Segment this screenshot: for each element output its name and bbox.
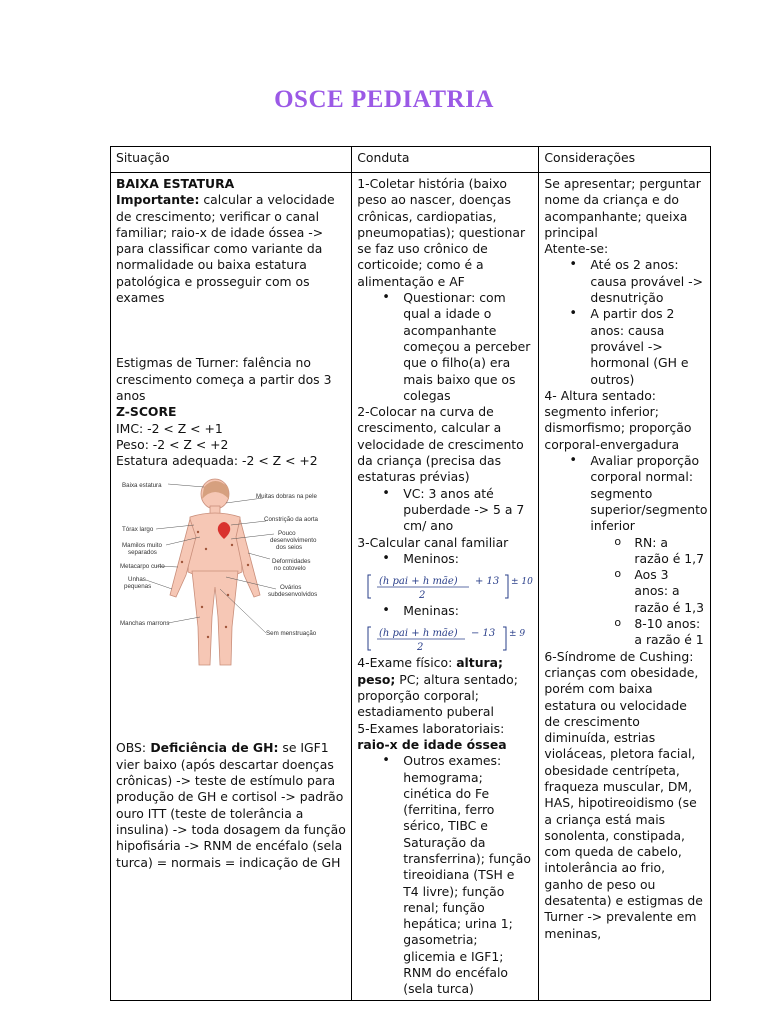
situacao-cell [111, 173, 352, 1001]
label-ovarios-1: Ovários [280, 584, 302, 592]
meninas-label: Meninas: [403, 603, 459, 619]
atente-list [544, 257, 705, 387]
label-pouco-1: Pouco [278, 530, 296, 538]
step4-prefix: 4-Exame físico: [357, 655, 457, 671]
label-metacarpo: Metacarpo curto [120, 563, 165, 571]
avaliar-text: Avaliar proporção corporal normal: segmento superior/segmento inferior [590, 453, 708, 534]
step5-bold: raio-x de idade óssea [357, 736, 507, 752]
step4-rest: PC; altura sentado; proporção corporal; estadiamento puberal [357, 671, 518, 720]
label-cotovelo-1: Deformidades [272, 558, 311, 566]
svg-text:± 10: ± 10 [511, 577, 534, 588]
razao-sublist [590, 535, 705, 649]
list-item: o Aos 3 anos: a razão é 1,3 [634, 567, 705, 616]
conduta-step-5 [357, 721, 533, 754]
conduta-step-1-list [357, 290, 533, 404]
list-item: • A partir dos 2 anos: causa provável -> hormonal (GH e outros) [590, 306, 705, 387]
list-item: o RN: a razão é 1,7 [634, 535, 705, 568]
meninos-label: Meninos: [403, 550, 459, 566]
label-torax: Tórax largo [122, 526, 154, 534]
conduta-step-3-list-girls [357, 603, 533, 619]
cushing-text: 6-Síndrome de Cushing: crianças com obesidade, porém com baixa estatura ou velocidade de crescimento diminuída, estrias violáceas, pletora facial, obesidade centrípeta, fraqueza muscular, DM, HAS, hipotireoidismo (se a criança está mais sonolenta, constipada, com queda de cabelo, intolerância ao frio, ganho de peso ou desatenta) e estigmas de Turner -> prevalente em meninas, [544, 648, 703, 941]
label-baixa-estatura: Baixa estatura [122, 482, 162, 490]
label-ovarios-2: subdesenvolvidos [268, 591, 318, 599]
importante-text: calcular a velocidade de crescimento; verificar o canal familiar; raio-x de idade óssea -> para classificar como variante da normalidade ou baixa estatura patológica e prosseguir com os exames [116, 192, 335, 306]
zscore-label: Z-SCORE [116, 404, 177, 420]
header-consideracoes: Considerações [539, 147, 711, 173]
consideracoes-intro: Se apresentar; perguntar nome da criança e do acompanhante; queixa principal [544, 176, 701, 240]
list-item [403, 603, 533, 619]
turner-text: Estigmas de Turner: falência no crescimento começa a partir dos 3 anos [116, 355, 332, 403]
list-item: • VC: 3 anos até puberdade -> 5 a 7 cm/ ano [403, 486, 533, 535]
list-item: • Questionar: com qual a idade o acompanhante começou a perceber que o filho(a) era mais baixo que os colegas [403, 290, 533, 404]
conduta-step-2: 2-Colocar na curva de crescimento, calcular a velocidade de crescimento da criança (precisa das estaturas prévias) [357, 404, 524, 485]
label-menstruacao: Sem menstruação [266, 630, 317, 638]
osce-table [110, 146, 711, 1001]
conduta-step-3: 3-Calcular canal familiar [357, 534, 509, 550]
label-pouco-3: dos seios [276, 544, 303, 552]
conduta-step-5-list [357, 753, 533, 997]
situacao-heading: BAIXA ESTATURA [116, 176, 235, 191]
peso-text: Peso: -2 < Z < +2 [116, 436, 229, 452]
label-unhas-1: Unhas [128, 576, 146, 584]
svg-text:2: 2 [419, 590, 426, 602]
svg-text:± 9: ± 9 [509, 629, 526, 640]
label-cotovelo-2: no cotovelo [274, 565, 306, 573]
step5-prefix: 5-Exames laboratoriais: [357, 720, 505, 736]
altura-sentado-text: 4- Altura sentado: segmento inferior; dismorfismo; proporção corporal-envergadura [544, 387, 692, 452]
obs-label: OBS: [116, 740, 147, 756]
header-situacao: Situação [111, 147, 352, 173]
header-row [111, 147, 711, 173]
list-item: o 8-10 anos: a razão é 1 [634, 616, 705, 649]
list-item: • Até os 2 anos: causa provável -> desnutrição [590, 257, 705, 306]
body-figure [170, 479, 260, 665]
label-aorta: Constrição da aorta [264, 516, 318, 524]
page-title: OSCE PEDIATRIA [274, 86, 494, 113]
label-manchas: Manchas marrons [120, 620, 170, 628]
conduta-step-4 [357, 655, 533, 720]
label-unhas-2: pequenas [124, 583, 152, 591]
atente-label: Atente-se: [544, 241, 609, 257]
content-row [111, 173, 711, 1001]
importante-label: Importante: [116, 192, 200, 208]
list-item [590, 453, 708, 649]
obs-text: se IGF1 vier baixo (após descartar doenças crônicas) -> teste de estímulo para produção de GH e cortisol -> padrão ouro ITT (teste de tolerância a insulina) -> toda dosagem da função hipofisária -> RNM de encéfalo (sela turca) = normais = indicação de GH [116, 740, 346, 870]
svg-text:+ 13: + 13 [475, 576, 500, 588]
label-pouco-2: desenvolvimento [270, 537, 317, 545]
step4-bold: altura; peso; [357, 655, 503, 687]
conduta-step-1: 1-Coletar história (baixo peso ao nascer, doenças crônicas, cardiopatias, pneumopatias); questionar se faz uso crônico de corticoide; como é a alimentação e AF [357, 176, 526, 289]
formula-meninos [365, 571, 534, 602]
label-mamilos-2: separados [128, 549, 157, 557]
label-dobras: Muitas dobras na pele [256, 493, 317, 501]
consideracoes-cell [539, 173, 711, 1001]
label-mamilos-1: Mamilos muito [122, 542, 162, 550]
svg-text:− 13: − 13 [471, 628, 496, 640]
obs-bold: Deficiência de GH: [146, 740, 279, 756]
estatura-text: Estatura adequada: -2 < Z < +2 [116, 453, 318, 469]
proporcao-list [544, 453, 708, 649]
formula-meninas [365, 623, 525, 653]
svg-text:(h pai + h mãe): (h pai + h mãe) [379, 576, 458, 588]
conduta-cell [352, 173, 539, 1001]
svg-text:2: 2 [417, 642, 424, 654]
imc-text: IMC: -2 < Z < +1 [116, 420, 223, 436]
conduta-step-3-list [357, 551, 533, 567]
list-item [403, 551, 533, 567]
importante-paragraph [116, 192, 346, 306]
conduta-step-2-list [357, 486, 533, 535]
svg-text:(h pai + h mãe): (h pai + h mãe) [379, 628, 458, 640]
turner-syndrome-illustration [116, 477, 338, 687]
header-conduta: Conduta [352, 147, 539, 173]
list-item: • Outros exames: hemograma; cinética do Fe (ferritina, ferro sérico, TIBC e Saturação da transferrina); função tireoidiana (TSH e T4 livre); função renal; função hepática; urina 1; gasometria; glicemia e IGF1; RNM do encéfalo (sela turca) [403, 753, 533, 997]
obs-paragraph [116, 740, 346, 870]
